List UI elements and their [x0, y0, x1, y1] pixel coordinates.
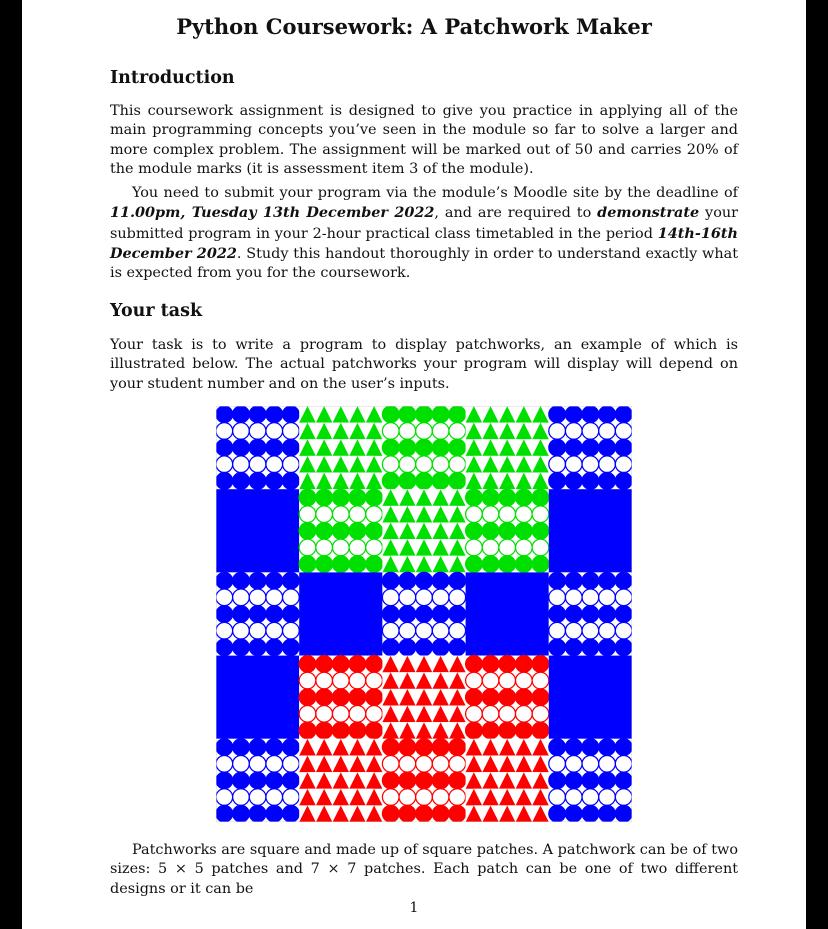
patch-circles-blue: [549, 572, 632, 655]
p2-text-2: , and are required to: [434, 205, 598, 222]
introduction-paragraph-1: This coursework assignment is designed to give you practice in applying all of the main programming concepts you’ve seen in the module so far to solve a larger and more complex problem. The assignment will be marked out of 50 and carries 20% of the module marks (it is assessment item 3 of the module).: [110, 103, 738, 177]
page-title: Python Coursework: A Patchwork Maker: [176, 14, 652, 39]
your-task-heading: Your task: [110, 301, 203, 321]
patch-plain-blue: [466, 572, 549, 655]
patch-triangles-green: [299, 406, 382, 489]
patch-circles-blue: [382, 572, 465, 655]
p2-text-1: You need to submit your program via the module’s Moodle site by the deadline of: [132, 185, 738, 201]
patch-triangles-red: [299, 739, 382, 822]
patch-plain-blue: [216, 489, 299, 572]
patch-circles-red: [299, 656, 382, 739]
page-number: 1: [409, 900, 419, 916]
p2-text-3: your submitted program in your 2-hour practical class timetabled in the period: [110, 205, 739, 242]
task-paragraph: Your task is to write a program to display patchworks, an example of which is illustrated below. The actual patchworks your program will display will depend on your student number and on the user’s inputs.: [110, 337, 738, 392]
after-text-1: Patchworks are square and made up of square patches. A patchwork can be of two sizes:: [110, 842, 738, 878]
introduction-paragraph-2: [110, 184, 738, 283]
period-text: 14th-16th December 2022: [110, 224, 738, 262]
patchwork-figure: [216, 406, 632, 822]
patch-circles-blue: [216, 739, 299, 822]
p2-text-4: . Study this handout thoroughly in order to understand exactly what is expected from you for the coursework.: [110, 245, 738, 282]
patch-circles-blue: [216, 406, 299, 489]
patch-circles-red: [466, 656, 549, 739]
demonstrate-text: demonstrate: [597, 204, 700, 222]
patch-circles-blue: [216, 572, 299, 655]
patch-plain-blue: [299, 572, 382, 655]
patch-triangles-green: [466, 406, 549, 489]
introduction-heading: Introduction: [110, 68, 235, 88]
patch-circles-green: [299, 489, 382, 572]
patch-circles-red: [382, 739, 465, 822]
patch-plain-blue: [549, 656, 632, 739]
patch-triangles-red: [382, 656, 465, 739]
size-7x7: 7 × 7: [310, 861, 357, 878]
patch-plain-blue: [216, 656, 299, 739]
patch-triangles-red: [466, 739, 549, 822]
deadline-text: 11.00pm, Tuesday 13th December 2022: [110, 204, 435, 222]
patchwork-description: [110, 841, 738, 899]
document-page: [22, 0, 806, 929]
patch-circles-green: [466, 489, 549, 572]
patch-circles-green: [382, 406, 465, 489]
after-text-2: patches and: [203, 861, 311, 878]
patch-triangles-green: [382, 489, 465, 572]
after-text-3: patches. Each patch can be one of two different designs or it can be: [110, 861, 738, 897]
patch-circles-blue: [549, 406, 632, 489]
patch-plain-blue: [549, 489, 632, 572]
patch-circles-blue: [549, 739, 632, 822]
size-5x5: 5 × 5: [158, 861, 204, 878]
